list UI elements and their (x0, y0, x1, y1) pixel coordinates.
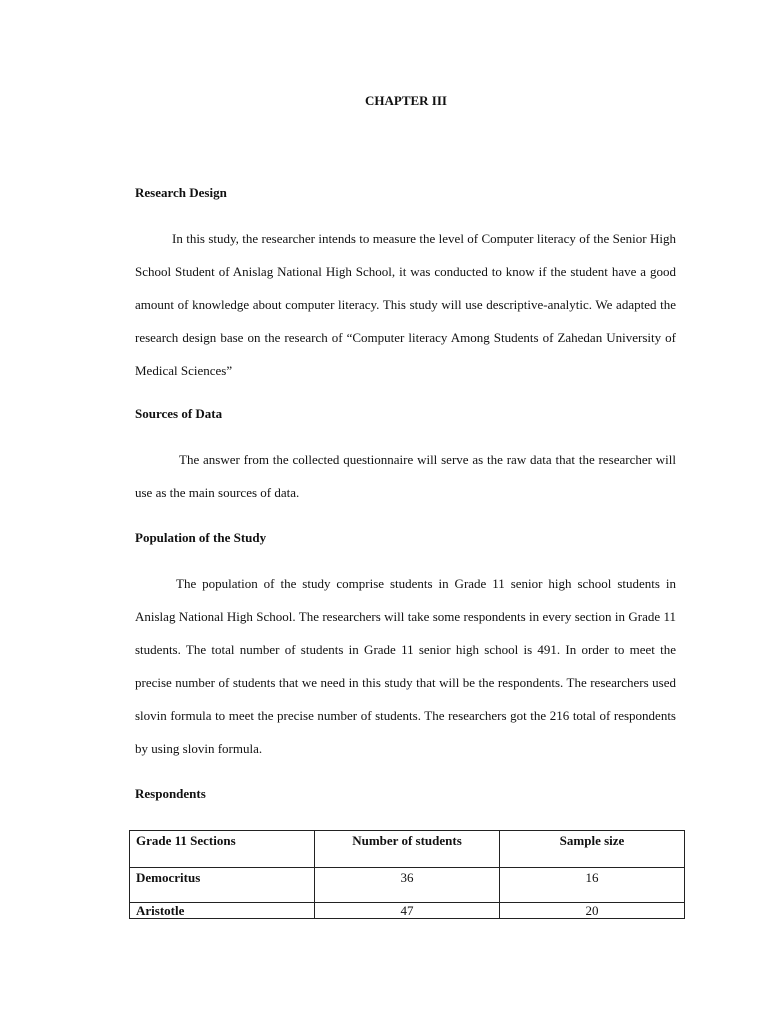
table-cell: 20 (500, 903, 685, 919)
table-row (130, 868, 685, 903)
respondents-table (129, 830, 685, 919)
research-design-heading: Research Design (135, 185, 227, 200)
header-cell: Sample size (500, 831, 685, 868)
table-header-row (130, 831, 685, 868)
sources-of-data-heading: Sources of Data (135, 406, 223, 421)
population-paragraph: The population of the study comprise students in Grade 11 senior high school students in Anislag National High School. The researchers will take some respondents in every section in Grade 11 students. The total number of students in Grade 11 senior high school is 491. In order to meet the precise number of students that we need in this study that will be the respondents. The researchers used slovin formula to meet the precise number of students. The researchers got the 216 total of respondents by using slovin formula. (135, 576, 676, 756)
header-cell: Number of students (315, 831, 500, 868)
table-cell: 16 (500, 868, 685, 903)
table-cell: 47 (315, 903, 500, 919)
population-heading: Population of the Study (135, 530, 267, 545)
table-row (130, 903, 685, 919)
sources-of-data-paragraph: The answer from the collected questionnaire will serve as the raw data that the researcher will use as the main sources of data. (135, 452, 676, 500)
chapter-title: CHAPTER III (365, 93, 447, 108)
respondents-heading: Respondents (135, 786, 206, 801)
table-cell: 36 (315, 868, 500, 903)
table-cell: Aristotle (130, 903, 315, 919)
table-cell: Democritus (130, 868, 315, 903)
header-cell: Grade 11 Sections (130, 831, 315, 868)
research-design-paragraph: In this study, the researcher intends to measure the level of Computer literacy of the Senior High School Student of Anislag National High School, it was conducted to know if the student have a good amount of knowledge about computer literacy. This study will use descriptive-analytic. We adapted the research design base on the research of “Computer literacy Among Students of Zahedan University of Medical Sciences” (135, 231, 676, 378)
